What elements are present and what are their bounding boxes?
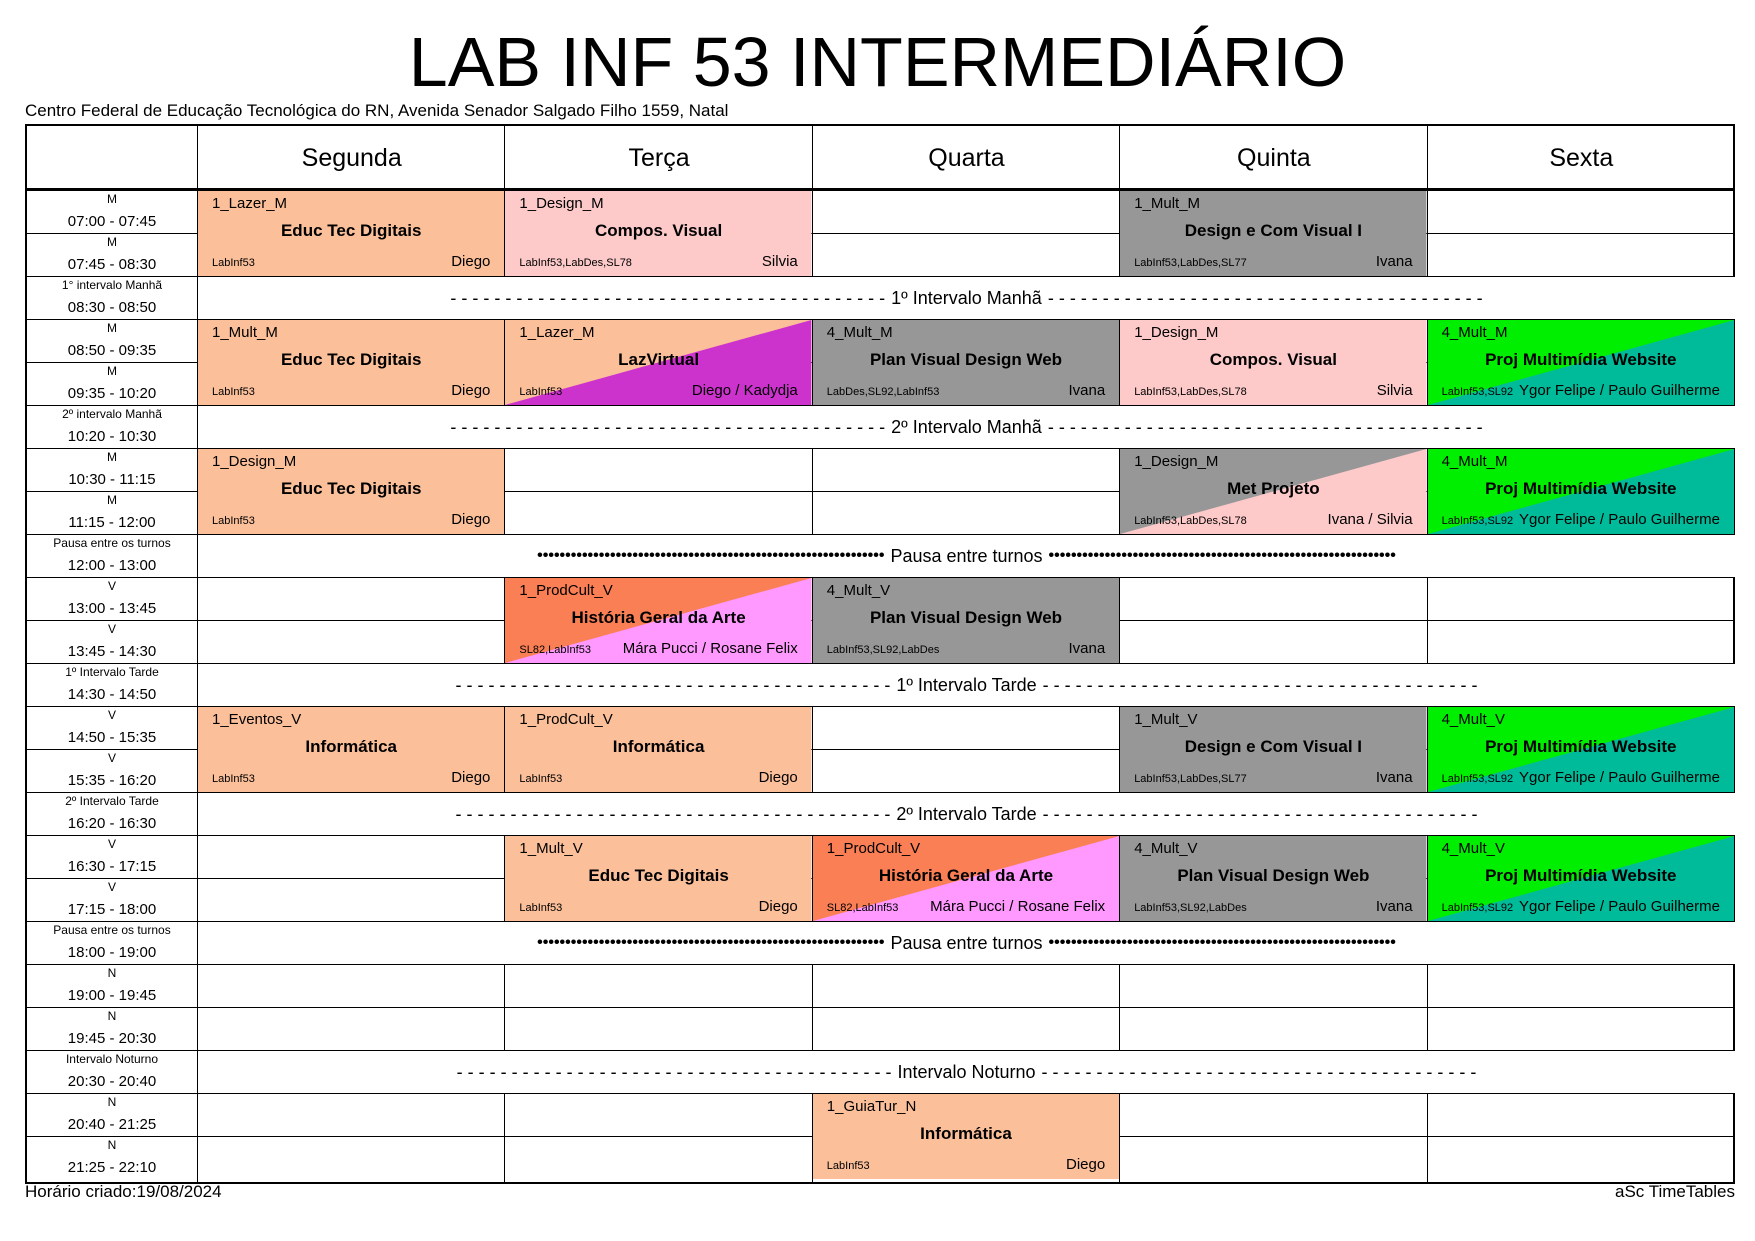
period-time-cell (27, 1136, 197, 1179)
period-label: M (107, 450, 117, 464)
period-label: M (107, 192, 117, 206)
band-leader: •••••••••••••••••••••••••••••••••••••••••••••••••••••••••••••• (537, 547, 885, 564)
lesson-subject: Design e Com Visual I (1184, 737, 1363, 756)
lesson-room: LabInf53 (212, 257, 255, 269)
period-time-cell (27, 405, 197, 448)
period-time-cell (27, 1093, 197, 1136)
band-label: 2º Intervalo Tarde (896, 803, 1037, 824)
period-time: 20:30 - 20:40 (67, 1073, 157, 1090)
school-address: Centro Federal de Educação Tecnológica do RN, Avenida Senador Salgado Filho 1559, Natal (25, 101, 729, 120)
period-label: M (107, 364, 117, 378)
day-header: Quinta (1237, 143, 1311, 172)
period-time: 10:20 - 10:30 (67, 428, 157, 445)
lesson-room: LabInf53,LabDes,SL78 (1134, 515, 1247, 527)
period-label: Pausa entre os turnos (53, 923, 171, 937)
period-label: V (107, 579, 116, 593)
lesson-card[interactable] (505, 707, 811, 792)
period-time: 13:00 - 13:45 (67, 600, 157, 617)
period-time-cell (27, 792, 197, 835)
software-credit: aSc TimeTables (1615, 1182, 1735, 1201)
period-time: 07:45 - 08:30 (67, 256, 157, 273)
lesson-card[interactable] (1428, 707, 1734, 792)
period-time: 14:50 - 15:35 (67, 729, 157, 746)
lesson-class: 1_Lazer_M (212, 195, 288, 212)
period-time-cell (27, 362, 197, 405)
lesson-teacher: Ygor Felipe / Paulo Guilherme (1519, 382, 1720, 399)
band-leader: - - - - - - - - - - - - - - - - - - - - - - - - - - - - - - - - - - - - - - - - (1047, 287, 1483, 308)
band-leader: - - - - - - - - - - - - - - - - - - - - - - - - - - - - - - - - - - - - - - - - (1042, 674, 1478, 695)
day-header: Sexta (1549, 143, 1614, 172)
lesson-room: LabInf53 (519, 902, 563, 914)
lesson-class: 1_ProdCult_V (519, 582, 613, 599)
page-title: LAB INF 53 INTERMEDIÁRIO (408, 23, 1347, 101)
period-label: N (107, 1095, 117, 1109)
lesson-room: LabInf53,SL92 (1441, 386, 1514, 398)
lesson-room: LabInf53 (212, 386, 255, 398)
period-time-cell (27, 233, 197, 276)
lesson-room: LabInf53,LabDes,SL77 (1134, 257, 1247, 269)
timetable-grid (25, 124, 1735, 1184)
period-time: 07:00 - 07:45 (67, 213, 157, 230)
lesson-room: LabInf53,LabDes,SL77 (1134, 773, 1247, 785)
lesson-room: LabInf53,LabDes,SL78 (1134, 386, 1247, 398)
period-time: 18:00 - 19:00 (67, 944, 157, 961)
period-time: 12:00 - 13:00 (67, 557, 157, 574)
period-time-cell (27, 706, 197, 749)
period-label: 1º Intervalo Tarde (65, 665, 159, 679)
period-label: M (107, 235, 117, 249)
period-time-cell (27, 276, 197, 319)
break-band-pause (198, 535, 1735, 577)
band-leader: •••••••••••••••••••••••••••••••••••••••••••••••••••••••••••••• (1048, 547, 1396, 564)
lesson-teacher: Diego (451, 382, 491, 399)
lesson-room: SL82,LabInf53 (826, 902, 899, 914)
day-header: Segunda (301, 143, 402, 172)
period-label: 1° intervalo Manhã (61, 278, 163, 292)
lesson-class: 1_Eventos_V (212, 711, 302, 728)
lesson-teacher: Diego (451, 511, 491, 528)
lesson-teacher: Ivana / Silvia (1327, 511, 1413, 528)
lesson-class: 4_Mult_M (1441, 453, 1508, 470)
lesson-teacher: Diego (451, 769, 491, 786)
row-divider (27, 964, 1733, 965)
band-label: Pausa entre turnos (890, 545, 1043, 566)
lesson-teacher: Mára Pucci / Rosane Felix (622, 640, 798, 657)
lesson-teacher: Ygor Felipe / Paulo Guilherme (1519, 769, 1720, 786)
lesson-subject: Proj Multimídia Website (1485, 350, 1677, 369)
period-time-cell (27, 534, 197, 577)
lesson-room: LabInf53 (519, 386, 563, 398)
period-time-cell (27, 190, 197, 233)
lesson-subject: Informática (612, 737, 705, 756)
period-label: N (107, 1009, 117, 1023)
band-leader: - - - - - - - - - - - - - - - - - - - - - - - - - - - - - - - - - - - - - - - - (1041, 1061, 1477, 1082)
lesson-room: LabInf53,SL92 (1441, 902, 1514, 914)
lesson-subject: Proj Multimídia Website (1485, 737, 1677, 756)
lesson-subject: Plan Visual Design Web (869, 608, 1063, 627)
created-date: Horário criado:19/08/2024 (25, 1182, 222, 1201)
period-time-cell (27, 749, 197, 792)
period-time-cell (27, 1007, 197, 1050)
band-leader: - - - - - - - - - - - - - - - - - - - - - - - - - - - - - - - - - - - - - - - - (455, 803, 891, 824)
lesson-card[interactable] (198, 707, 504, 792)
band-leader: - - - - - - - - - - - - - - - - - - - - - - - - - - - - - - - - - - - - - - - - (455, 674, 891, 695)
break-band-interval (198, 1051, 1735, 1093)
band-leader: - - - - - - - - - - - - - - - - - - - - - - - - - - - - - - - - - - - - - - - - (450, 287, 886, 308)
period-label: V (107, 708, 116, 722)
lesson-teacher: Diego (758, 898, 798, 915)
period-time: 19:00 - 19:45 (67, 987, 157, 1004)
lesson-class: 1_Lazer_M (519, 324, 595, 341)
lesson-subject: Informática (920, 1124, 1012, 1143)
lesson-subject: Educ Tec Digitais (280, 350, 422, 369)
lesson-card[interactable] (198, 191, 504, 276)
row-divider (27, 1007, 1733, 1008)
lesson-card[interactable] (505, 836, 811, 921)
lesson-teacher: Ivana (1068, 382, 1106, 399)
lesson-card[interactable] (1428, 836, 1734, 921)
period-label: V (107, 622, 116, 636)
lesson-subject: LazVirtual (618, 350, 700, 369)
period-time-cell (27, 663, 197, 706)
period-time: 21:25 - 22:10 (67, 1159, 157, 1176)
lesson-card[interactable] (1428, 320, 1734, 405)
period-label: 2º Intervalo Tarde (65, 794, 159, 808)
lesson-teacher: Ygor Felipe / Paulo Guilherme (1519, 898, 1720, 915)
lesson-room: LabInf53 (826, 1160, 870, 1172)
lesson-teacher: Ygor Felipe / Paulo Guilherme (1519, 511, 1720, 528)
lesson-teacher: Ivana (1375, 769, 1413, 786)
period-label: M (107, 321, 117, 335)
lesson-class: 1_Mult_M (212, 324, 278, 341)
period-time: 17:15 - 18:00 (67, 901, 157, 918)
day-header: Terça (628, 143, 690, 172)
lesson-class: 1_Design_M (1134, 453, 1219, 470)
lesson-subject: Proj Multimídia Website (1485, 866, 1677, 885)
lesson-card[interactable] (505, 191, 811, 276)
lesson-class: 1_Design_M (1134, 324, 1219, 341)
period-time-cell (27, 835, 197, 878)
lesson-room: LabInf53,SL92,LabDes (826, 644, 940, 656)
period-time: 15:35 - 16:20 (67, 772, 157, 789)
period-label: V (107, 837, 116, 851)
lesson-subject: História Geral da Arte (571, 608, 746, 627)
lesson-class: 1_Design_M (519, 195, 604, 212)
band-leader: - - - - - - - - - - - - - - - - - - - - - - - - - - - - - - - - - - - - - - - - (450, 416, 886, 437)
lesson-room: LabInf53 (212, 773, 255, 785)
lesson-teacher: Silvia (1376, 382, 1413, 399)
lesson-teacher: Ivana (1068, 640, 1106, 657)
lesson-card[interactable] (198, 449, 504, 534)
lesson-teacher: Diego / Kadydja (691, 382, 798, 399)
lesson-class: 1_Design_M (212, 453, 297, 470)
lesson-subject: Educ Tec Digitais (280, 221, 422, 240)
lesson-teacher: Diego (451, 253, 491, 270)
lesson-teacher: Silvia (761, 253, 798, 270)
band-leader: - - - - - - - - - - - - - - - - - - - - - - - - - - - - - - - - - - - - - - - - (1042, 803, 1478, 824)
lesson-subject: Plan Visual Design Web (1177, 866, 1370, 885)
lesson-card[interactable] (1120, 836, 1426, 921)
lesson-card[interactable] (813, 320, 1119, 405)
period-time-cell (27, 921, 197, 964)
lesson-card[interactable] (1120, 449, 1426, 534)
lesson-card[interactable] (505, 320, 811, 405)
lesson-subject: Compos. Visual (1209, 350, 1337, 369)
period-time: 13:45 - 14:30 (67, 643, 157, 660)
lesson-class: 4_Mult_V (1441, 840, 1505, 857)
band-label: 1º Intervalo Tarde (896, 674, 1037, 695)
period-time: 10:30 - 11:15 (68, 471, 156, 488)
band-leader: •••••••••••••••••••••••••••••••••••••••••••••••••••••••••••••• (1048, 934, 1396, 951)
lesson-room: LabInf53 (212, 515, 255, 527)
lesson-class: 1_GuiaTur_N (826, 1098, 917, 1115)
lesson-room: LabInf53 (519, 773, 563, 785)
period-time-cell (27, 448, 197, 491)
period-time: 14:30 - 14:50 (67, 686, 157, 703)
period-label: N (107, 1138, 117, 1152)
period-time: 08:50 - 09:35 (67, 342, 157, 359)
lesson-class: 1_Mult_V (1134, 711, 1198, 728)
lesson-class: 1_ProdCult_V (826, 840, 921, 857)
period-time: 11:15 - 12:00 (68, 514, 156, 531)
lesson-subject: Proj Multimídia Website (1485, 479, 1677, 498)
lesson-teacher: Ivana (1375, 253, 1413, 270)
lesson-class: 4_Mult_M (826, 324, 893, 341)
lesson-class: 4_Mult_V (826, 582, 891, 599)
lesson-card[interactable] (1120, 320, 1426, 405)
lesson-card[interactable] (813, 836, 1119, 921)
lesson-room: LabInf53,SL92 (1441, 515, 1514, 527)
lesson-class: 4_Mult_V (1441, 711, 1505, 728)
lesson-room: LabInf53,SL92,LabDes (1134, 902, 1247, 914)
period-label: Pausa entre os turnos (53, 536, 171, 550)
period-time-cell (27, 620, 197, 663)
lesson-class: 1_Mult_M (1134, 195, 1201, 212)
period-time: 19:45 - 20:30 (67, 1030, 157, 1047)
period-time-cell (27, 878, 197, 921)
period-label: V (107, 751, 116, 765)
period-label: V (107, 880, 116, 894)
band-label: Pausa entre turnos (890, 932, 1043, 953)
break-band-interval (198, 793, 1735, 835)
lesson-class: 1_ProdCult_V (519, 711, 613, 728)
lesson-card[interactable] (198, 320, 504, 405)
lesson-subject: História Geral da Arte (878, 866, 1054, 885)
lesson-teacher: Diego (1065, 1156, 1106, 1173)
lesson-room: LabDes,SL92,LabInf53 (826, 386, 940, 398)
break-band-interval (198, 277, 1735, 319)
lesson-card[interactable] (1120, 191, 1426, 276)
lesson-card[interactable] (1428, 449, 1734, 534)
period-time: 20:40 - 21:25 (67, 1116, 157, 1133)
day-header: Quarta (928, 143, 1005, 172)
lesson-teacher: Diego (758, 769, 798, 786)
period-time: 09:35 - 10:20 (67, 385, 157, 402)
period-time-cell (27, 1050, 197, 1093)
lesson-teacher: Mára Pucci / Rosane Felix (930, 898, 1106, 915)
band-label: Intervalo Noturno (897, 1061, 1036, 1082)
lesson-subject: Plan Visual Design Web (869, 350, 1063, 369)
band-leader: •••••••••••••••••••••••••••••••••••••••••••••••••••••••••••••• (537, 934, 885, 951)
break-band-interval (198, 406, 1735, 448)
band-leader: - - - - - - - - - - - - - - - - - - - - - - - - - - - - - - - - - - - - - - - - (456, 1061, 892, 1082)
lesson-class: 4_Mult_V (1134, 840, 1198, 857)
period-time: 16:30 - 17:15 (67, 858, 157, 875)
period-label: M (107, 493, 117, 507)
band-label: 1º Intervalo Manhã (891, 287, 1042, 308)
lesson-subject: Met Projeto (1227, 479, 1320, 498)
lesson-subject: Design e Com Visual I (1184, 221, 1363, 240)
period-label: N (107, 966, 117, 980)
lesson-subject: Educ Tec Digitais (588, 866, 729, 885)
period-time: 16:20 - 16:30 (67, 815, 157, 832)
period-time-cell (27, 964, 197, 1007)
lesson-card[interactable] (813, 578, 1119, 663)
period-time-cell (27, 319, 197, 362)
lesson-subject: Informática (305, 737, 398, 756)
lesson-subject: Educ Tec Digitais (280, 479, 422, 498)
lesson-class: 4_Mult_M (1441, 324, 1508, 341)
lesson-room: LabInf53,LabDes,SL78 (519, 257, 632, 269)
break-band-interval (198, 664, 1735, 706)
period-label: 2º intervalo Manhã (62, 407, 162, 421)
lesson-room: SL82,LabInf53 (519, 644, 591, 656)
period-time-cell (27, 577, 197, 620)
lesson-subject: Compos. Visual (594, 221, 723, 240)
lesson-teacher: Ivana (1375, 898, 1413, 915)
lesson-class: 1_Mult_V (519, 840, 583, 857)
period-label: Intervalo Noturno (65, 1052, 159, 1066)
lesson-room: LabInf53,SL92 (1441, 773, 1514, 785)
break-band-pause (198, 922, 1735, 964)
period-time: 08:30 - 08:50 (67, 299, 157, 316)
lesson-card[interactable] (505, 578, 811, 663)
period-time-cell (27, 491, 197, 534)
lesson-card[interactable] (813, 1094, 1119, 1179)
band-leader: - - - - - - - - - - - - - - - - - - - - - - - - - - - - - - - - - - - - - - - - (1047, 416, 1483, 437)
band-label: 2º Intervalo Manhã (891, 416, 1042, 437)
lesson-card[interactable] (1120, 707, 1426, 792)
